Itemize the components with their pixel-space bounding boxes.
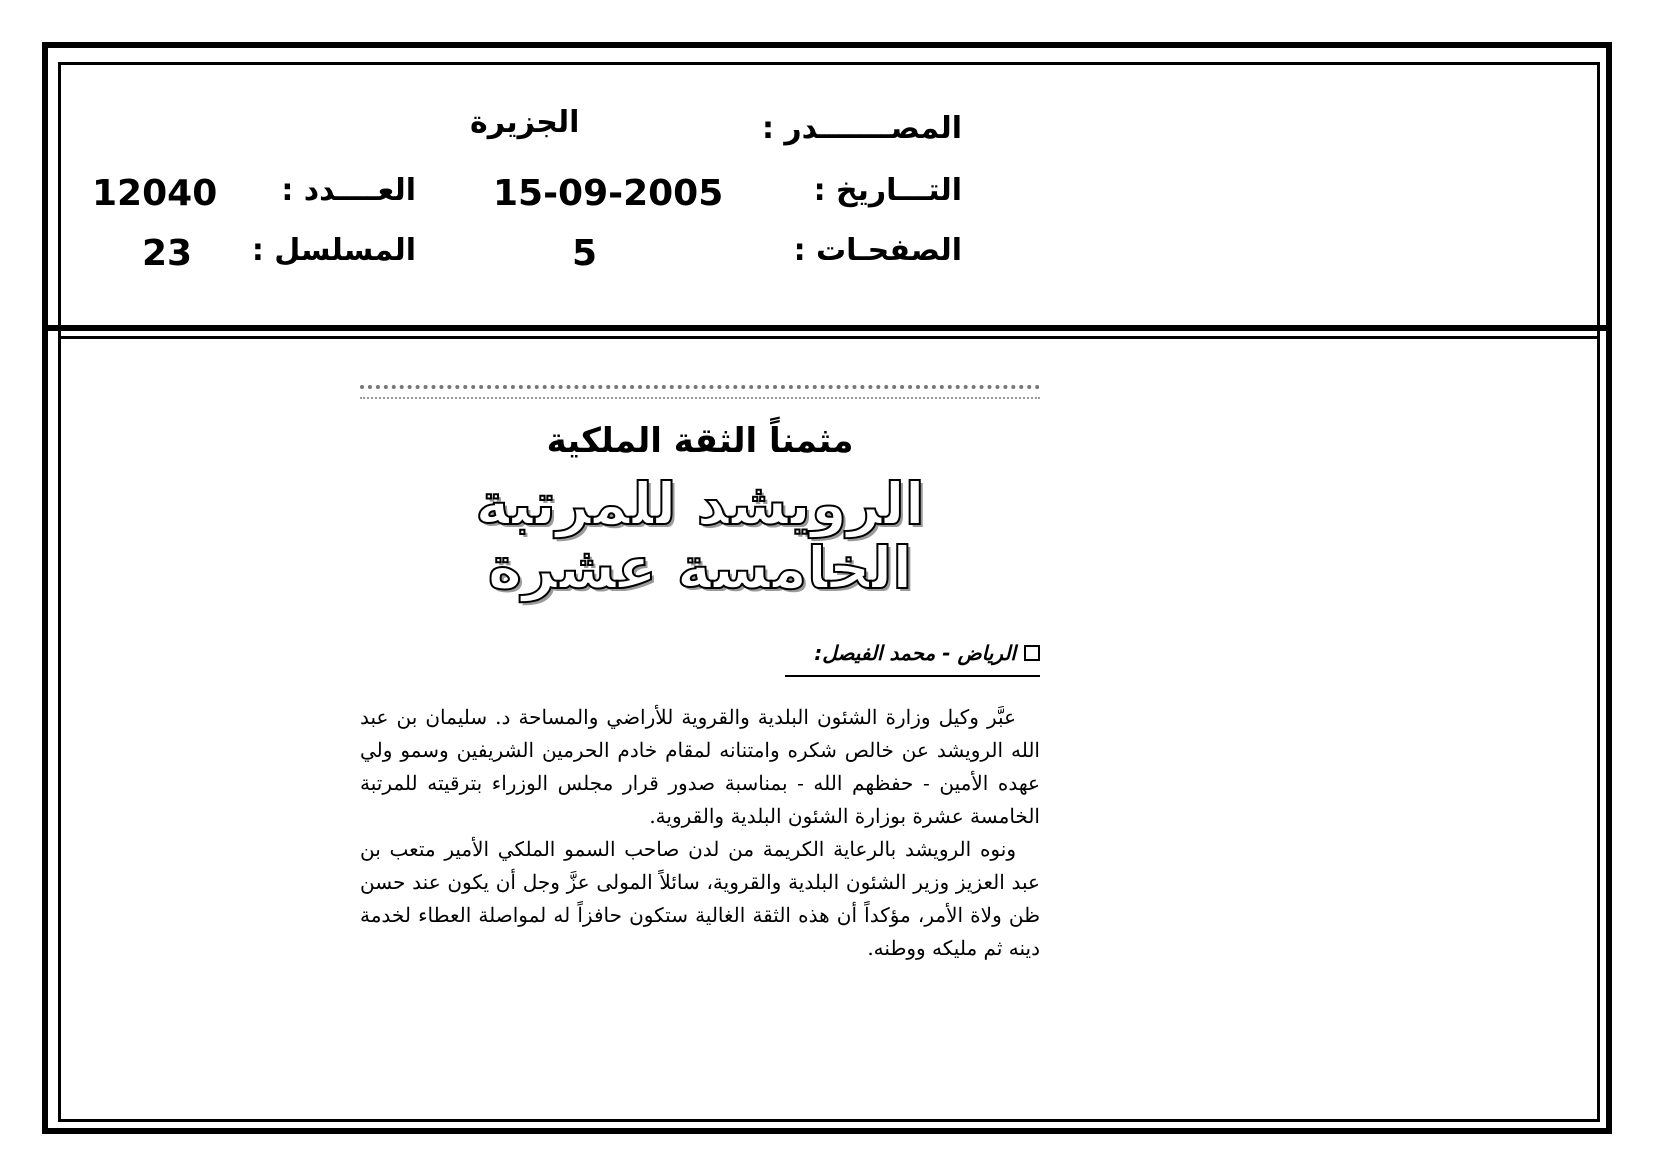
square-bullet-icon [1024,645,1040,661]
byline-text: الرياض - محمد الفيصل: [814,640,1016,665]
date-label: التـــاريخ : [813,173,962,208]
header-divider-thick [42,325,1612,331]
serial-value: 23 [142,233,193,274]
article-kicker: مثمناً الثقة الملكية [546,421,854,461]
byline [360,641,1040,665]
pages-value: 5 [572,233,598,274]
pages-label: الصفحـات : [793,233,962,268]
scan-dotted-edge [360,385,1040,399]
date-value: 15-09-2005 [493,173,724,214]
serial-label: المسلسل : [251,233,416,268]
issue-label: العــــدد : [281,173,416,208]
article-headline: الرويشد للمرتبة الخامسة عشرة [475,470,925,602]
header-divider-thin [58,336,1600,339]
source-value: الجزيرة [470,105,580,140]
byline-rule [785,675,1040,677]
source-label: المصـــــــدر : [761,111,962,146]
article-paragraph: ونوه الرويشد بالرعاية الكريمة من لدن صاحب السمو الملكي الأمير متعب بن عبد العزيز وزير الشئون البلدية والقروية، سائلاً المولى عزَّ وجل أن يكون عند حسن ظن ولاة الأمر، مؤكداً أن هذه الثقة الغالية ستكون حافزاً له لمواصلة العطاء لخدمة دينه ثم مليكه ووطنه. [360,836,1040,960]
issue-value: 12040 [92,173,218,214]
article-paragraph: عبَّر وكيل وزارة الشئون البلدية والقروية للأراضي والمساحة د. سليمان بن عبد الله الرويشد عن خالص شكره وامتنانه لمقام خادم الحرمين الشريفين وسمو ولي عهده الأمين - حفظهم الله - بمناسبة صدور قرار مجلس الوزراء بترقيته للمرتبة الخامسة عشرة بوزارة الشئون البلدية والقروية. [360,704,1040,828]
article-body [360,701,1040,965]
article-clipping [360,385,1040,965]
